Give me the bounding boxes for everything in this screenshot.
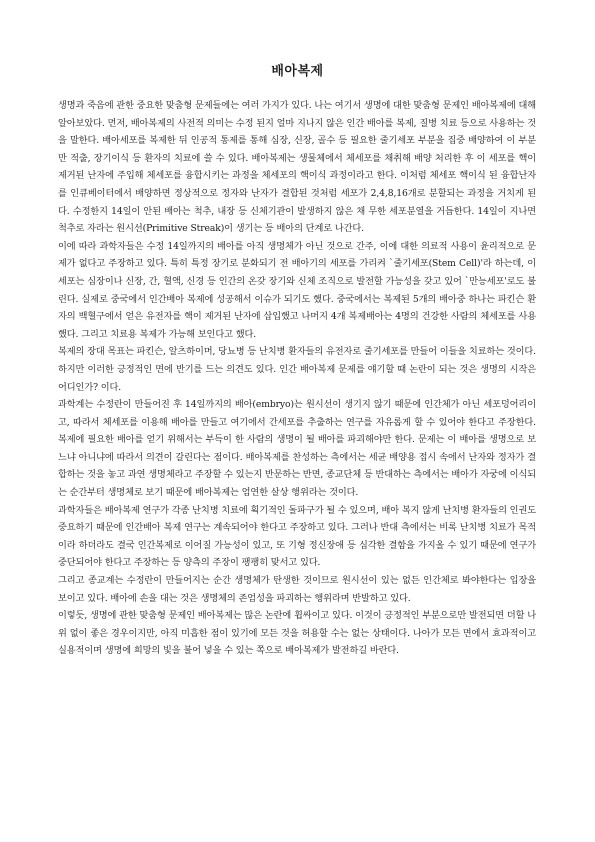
paragraph-religion: 그리고 종교계는 수정란이 만들어지는 순간 생명체가 탄생한 것이므로 원시선이 있는 없든 인간체로 봐야한다는 입장을 보이고 있다. 배아에 손을 대는 것은 생명체의 존엄성을 파괴하는 행위라며 반발하고 있다. (58, 575, 536, 604)
paragraph-conclusion: 이렇듯, 생명에 관한 맞춤형 문제인 배아복제는 많은 논란에 휩싸이고 있다. 이것이 긍정적인 부분으로만 발전되면 더할 나위 없이 좋은 경우이지만, 아직 미흡한 점이 있기에 모든 것을 허용할 수는 없는 상태이다. 나아가 모든 면에서 효과적이고 실용적이며 생명에 희망의 빛을 불어 넣을 수 있는 쪽으로 배아복제가 발전하길 바란다. (58, 610, 536, 657)
document-body (58, 97, 536, 660)
paragraph-intro: 생명과 죽음에 관한 중요한 맞춤형 문제들에는 여러 가지가 있다. 나는 여기서 생명에 대한 맞춤형 문제인 배아복제에 대해 알아보았다. 먼저, 배아복제의 사전적 의미는 수정 된지 얼마 지나지 않은 인간 배아를 복제, 질병 치료 등으로 사용하는 것을 말한다. 배아세포를 복제한 뒤 인공적 통제를 통해 심장, 신장, 골수 등 필요한 줄기세포 부분을 집중 배양하여 이 부분만 적출, 장기이식 등 환자의 치료에 쓸 수 있다. 배아복제는 생물체에서 체세포를 채취해 배양 처리한 후 이 세포를 핵이 제거된 난자에 주입해 체세포를 융합시키는 과정을 체세포의 핵이식 과정이라고 한다. 이처럼 체세포 핵이식 된 융합난자를 인큐베이터에서 배양하면 정상적으로 정자와 난자가 결합된 것처럼 세포가 2,4,8,16개로 분할되는 과정을 거치게 된다. 수정한지 14일이 안된 배아는 척추, 내장 등 신체기관이 발생하지 않은 채 무한 세포분열을 거듭한다. 14일이 지나면 척추로 자라는 원시선(Primitive Streak)이 생기는 등 배아의 단계로 나간다. (58, 100, 536, 235)
document-title: 배아복제 (271, 64, 324, 79)
paragraph-debate: 과학계는 수정란이 만들어진 후 14일까지의 배아(embryo)는 원시선이 생기지 않기 때문에 인간체가 아닌 세포덩어리이고, 따라서 체세포를 이용해 배아를 만들고 여기에서 간세포를 추출하는 연구를 자유롭게 할 수 있어야 한다고 주장한다. 복제에 필요한 배아를 얻기 위해서는 부득이 한 사람의 생명이 될 배아를 파괴해야만 한다. 문제는 이 배아를 생명으로 보느냐 아니냐에 따라서 의견이 갈린다는 점이다. 배아복제를 찬성하는 측에서는 세균 배양용 접시 속에서 난자와 정자가 결합하는 것을 놓고 과연 생명체라고 주장할 수 있는지 반문하는 반면, 종교단체 등 반대하는 측에서는 배아가 자궁에 이식되는 순간부터 생명체로 보기 때문에 배아복제는 엄연한 살상 행위라는 것이다. (58, 399, 536, 499)
paragraph-stem-cell: 이에 따라 과학자들은 수정 14일까지의 배아를 아직 생명체가 아닌 것으로 간주, 이에 대한 의료적 사용이 윤리적으로 문제가 없다고 주장하고 있다. 특히 특정 장기로 분화되기 전 배아기의 세포를 가리켜 `줄기세포(Stem Cell)'라 하는데, 이 세포는 심장이나 신장, 간, 혈액, 신경 등 인간의 온갖 장기와 신체 조직으로 발전할 가능성을 갖고 있어 `만능세포'로도 불린다. 실제로 중국에서 인간배아 복제에 성공해서 이슈가 되기도 했다. 중국에서는 복제된 5개의 배아중 하나는 파킨슨 환자의 백혈구에서 얻은 유전자를 핵이 제거된 난자에 삽입했고 나머지 4개 복제배아는 4명의 건강한 사람의 체세포를 사용했다. 그리고 치료용 복제가 가능해 보인다고 했다. (58, 240, 536, 340)
paragraph-scientists: 과학자들은 배아복제 연구가 각종 난치병 치료에 획기적인 돌파구가 될 수 있으며, 배아 복지 않게 난치병 환자들의 인권도 중요하기 때문에 인간배아 복제 연구는 계속되어야 한다고 주장하고 있다. 그러나 반대 측에서는 비록 난치병 치료가 목적이라 하더라도 결국 인간복제로 이어질 가능성이 있고, 또 기형 정신장애 등 심각한 결함을 가지올 수 있기 때문에 연구가 중단되어야 한다고 주장하는 등 양측의 주장이 팽팽히 맞서고 있다. (58, 504, 536, 569)
paragraph-goal: 복제의 장대 목표는 파킨슨, 알츠하이머, 당뇨병 등 난치병 환자들의 유전자로 줄기세포를 만들어 이들을 치료하는 것이다. 하지만 이러한 긍정적인 면에 반기를 드는 의견도 있다. 인간 배아복제 문제를 얘기할 때 논란이 되는 것은 생명의 시작은 어디인가? 이다. (58, 346, 536, 393)
